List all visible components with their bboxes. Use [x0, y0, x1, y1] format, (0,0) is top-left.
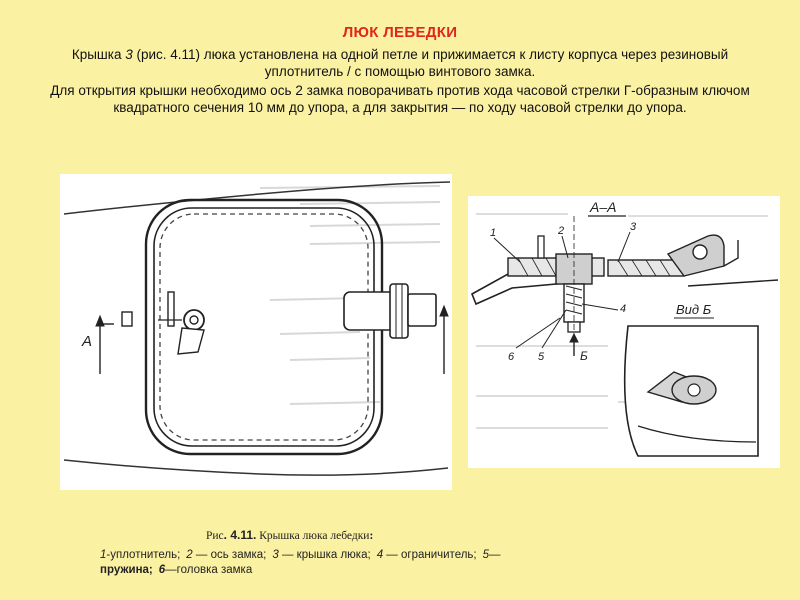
- leader-lines: [494, 232, 630, 348]
- section-drawing: [468, 196, 780, 468]
- legend-text-4: — ограничитель;: [383, 549, 477, 561]
- para1-num: 3: [125, 47, 133, 62]
- view-b-drawing: [625, 326, 758, 456]
- legend-word-5: пружина;: [100, 564, 153, 576]
- label-5: 5: [538, 351, 545, 363]
- section-title: А–А: [590, 199, 617, 215]
- instruction-paragraph: Для открытия крышки необходимо ось 2 замка поворачивать против хода часовой стрелки Г-образным ключом квадратного сечения 10 мм до упора, а для закрытия — по ходу часовой стрелки до упора.: [50, 83, 750, 115]
- caption-dot: .: [223, 528, 227, 542]
- intro-paragraph: [40, 46, 760, 80]
- legend-num-4: 4: [376, 549, 384, 561]
- hinge-section: [608, 235, 738, 276]
- label-2: 2: [558, 225, 565, 237]
- view-title: Вид Б: [676, 302, 712, 317]
- figure-legend: [100, 548, 610, 578]
- caption-prefix: Рис: [206, 530, 224, 542]
- label-4: 4: [620, 303, 627, 315]
- legend-text-1: -уплотнитель;: [106, 549, 181, 561]
- legend-num-1: 1: [100, 549, 107, 561]
- figure-caption: [206, 528, 373, 542]
- legend-text-2: — ось замка;: [192, 549, 267, 561]
- para1-post: (рис. 4.11) люка установлена на одной петле и прижимается к листу корпуса через резиновый уплотнитель / с помощью винтового замка.: [132, 47, 729, 79]
- label-1: 1: [490, 227, 497, 239]
- figure-hatch-top-view: [60, 174, 452, 490]
- arrow-label-b: Б: [580, 349, 588, 363]
- hatch-drawing: [60, 174, 452, 490]
- figure-lock-section: [468, 196, 780, 468]
- legend-num-6: 6: [158, 564, 166, 576]
- legend-text-5: —: [489, 549, 501, 561]
- hinge: [344, 284, 436, 338]
- legend-num-3: 3: [272, 549, 279, 561]
- caption-text: Крышка люка лебедки: [256, 530, 370, 542]
- left-bracket: [122, 312, 132, 326]
- page-title: ЛЮК ЛЕБЕДКИ: [342, 24, 458, 41]
- para1-pre: Крышка: [71, 47, 126, 62]
- section-arrow-right: [440, 306, 448, 374]
- caption-colon: :: [369, 530, 374, 542]
- section-label-a: A: [82, 333, 93, 350]
- legend-num-2: 2: [186, 549, 193, 561]
- hull-edge-bottom: [64, 460, 448, 475]
- section-arrow-left: [96, 316, 114, 374]
- lock-mechanism: [158, 292, 204, 354]
- label-3: 3: [630, 221, 637, 233]
- caption-number: 4.11.: [227, 528, 257, 542]
- label-6: 6: [508, 351, 515, 363]
- legend-text-3: — крышка люка;: [278, 549, 371, 561]
- legend-num-5: 5: [482, 549, 490, 561]
- legend-text-6: —головка замка: [165, 564, 253, 576]
